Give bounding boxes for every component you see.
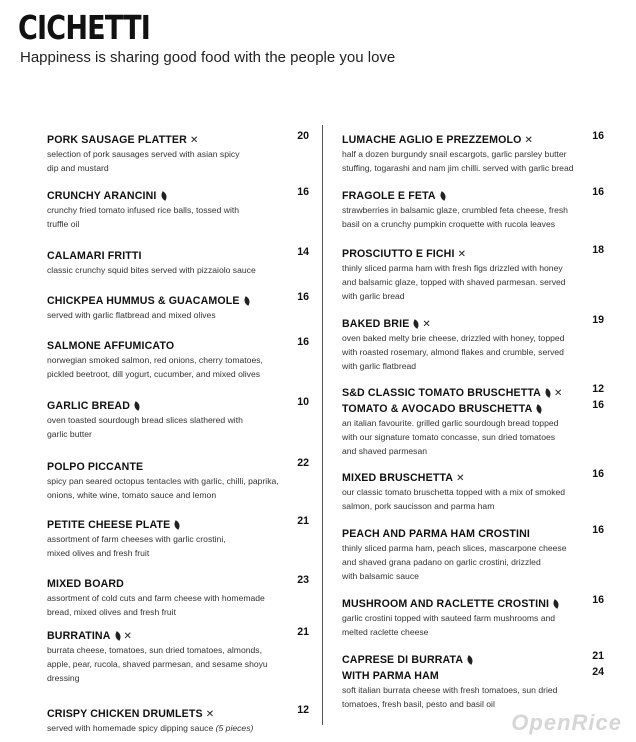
description-line: soft italian burrata cheese with fresh tomatoes, sun dried <box>342 685 558 695</box>
description-line: strawberries in balsamic glaze, crumbled feta cheese, fresh <box>342 205 568 215</box>
menu-item <box>342 186 604 231</box>
menu-item <box>342 314 604 373</box>
menu-item-description <box>342 683 604 711</box>
menu-item-name: CHICKPEA HUMMUS & GUACAMOLE <box>47 295 240 307</box>
menu-item-header <box>342 314 604 330</box>
vegetarian-leaf-icon <box>242 296 250 306</box>
menu-item-price: 16 <box>297 291 309 303</box>
menu-item-description <box>47 308 309 322</box>
menu-item <box>342 383 604 399</box>
menu-item-description <box>47 263 309 277</box>
menu-item <box>47 457 309 502</box>
menu-item-header <box>47 291 309 307</box>
menu-item-description <box>342 485 604 513</box>
description-line: served with garlic flatbread and mixed olives <box>47 310 216 320</box>
menu-item <box>47 291 309 322</box>
menu-item-name: BURRATINA <box>47 630 111 642</box>
menu-item-header <box>47 457 309 473</box>
menu-item-name: LUMACHE AGLIO E PREZZEMOLO <box>342 134 522 146</box>
description-line: assortment of farm cheeses with garlic crostini, <box>47 534 226 544</box>
description-line: crunchy fried tomato infused rice balls, tossed with <box>47 205 240 215</box>
description-line: tomatoes, fresh basil, pesto and basil oil <box>342 699 495 709</box>
menu-item-header <box>342 594 604 610</box>
description-line: oven baked melty brie cheese, drizzled with honey, topped <box>342 333 565 343</box>
menu-item <box>342 130 604 175</box>
portion-note: (5 pieces) <box>215 723 254 733</box>
menu-item <box>47 574 309 619</box>
vegetarian-leaf-icon <box>544 388 552 398</box>
menu-item-name: MIXED BOARD <box>47 578 124 590</box>
menu-item-price: 20 <box>297 130 309 142</box>
description-line: onions, white wine, tomato sauce and lemon <box>47 490 217 500</box>
pork-cross-icon: ✕ <box>422 319 431 330</box>
menu-item-name: BAKED BRIE <box>342 318 410 330</box>
menu-item-description <box>47 643 309 685</box>
menu-item-name: PEACH AND PARMA HAM CROSTINI <box>342 528 531 540</box>
menu-item <box>47 246 309 277</box>
menu-item-header <box>47 574 309 590</box>
description-line: bread, mixed olives and fresh fruit <box>47 607 176 617</box>
description-line: oven toasted sourdough bread slices slathered with <box>47 415 243 425</box>
menu-item-price: 18 <box>592 244 604 256</box>
menu-item-price: 16 <box>592 594 604 606</box>
menu-item <box>47 396 309 441</box>
menu-item <box>47 704 309 735</box>
description-line: stuffing, togarashi and nam jim chilli. served with garlic bread <box>342 163 574 173</box>
menu-item-description <box>47 474 309 502</box>
menu-item-name: SALMONE AFFUMICATO <box>47 340 175 352</box>
description-line: with roasted rosemary, almond flakes and crumble, served <box>342 347 564 357</box>
description-line: dressing <box>47 673 80 683</box>
pork-cross-icon: ✕ <box>205 709 215 720</box>
menu-item-price: 16 <box>297 186 309 198</box>
menu-item-description <box>47 413 309 441</box>
menu-item-price: 16 <box>592 186 604 198</box>
description-line: with our signature tomato concasse, sun dried tomatoes <box>342 432 556 442</box>
menu-item-name: PORK SAUSAGE PLATTER <box>47 134 187 146</box>
menu-item-name: WITH PARMA HAM <box>342 670 439 682</box>
description-line: garlic butter <box>47 429 92 439</box>
description-line: served with homemade spicy dipping sauce (5 pieces) <box>47 723 254 733</box>
menu-item <box>47 626 309 685</box>
menu-item-price: 16 <box>592 130 604 142</box>
menu-item-price: 14 <box>297 246 309 258</box>
vegetarian-leaf-icon <box>173 520 181 530</box>
vegetarian-leaf-icon <box>113 631 121 641</box>
menu-item-name: GARLIC BREAD <box>47 400 131 412</box>
menu-item-name: POLPO PICCANTE <box>47 461 144 473</box>
vegetarian-leaf-icon <box>159 191 167 201</box>
menu-item-price: 12 <box>297 704 309 716</box>
menu-item-name: S&D CLASSIC TOMATO BRUSCHETTA <box>342 387 541 399</box>
menu-item-description <box>47 591 309 619</box>
menu-tagline: Happiness is sharing good food with the people you love <box>20 49 396 66</box>
menu-item-header <box>47 130 309 146</box>
menu-item-header <box>342 399 604 415</box>
menu-item-price: 24 <box>592 666 604 678</box>
menu-item-price: 22 <box>297 457 309 469</box>
menu-item-description <box>342 147 604 175</box>
description-line: selection of pork sausages served with asian spicy <box>47 149 240 159</box>
menu-item-description <box>342 261 604 303</box>
openrice-watermark: OpenRice <box>511 710 622 735</box>
menu-item-price: 10 <box>297 396 309 408</box>
menu-item-header <box>47 515 309 531</box>
menu-item-name: CRUNCHY ARANCINI <box>47 190 157 202</box>
menu-item <box>342 524 604 583</box>
menu-item-price: 16 <box>592 399 604 411</box>
menu-item-name: TOMATO & AVOCADO BRUSCHETTA <box>342 403 533 415</box>
vegetarian-leaf-icon <box>439 191 447 201</box>
menu-item-header <box>342 383 604 399</box>
menu-item-header <box>342 244 604 260</box>
menu-item-header <box>47 704 309 720</box>
menu-item <box>47 336 309 381</box>
vegetarian-leaf-icon <box>412 319 420 329</box>
description-line: our classic tomato bruschetta topped with a mix of smoked <box>342 487 566 497</box>
menu-item-description <box>342 416 604 458</box>
menu-item-name: CAPRESE DI BURRATA <box>342 654 464 666</box>
menu-item-header <box>47 246 309 262</box>
menu-item-price: 12 <box>592 383 604 395</box>
menu-item <box>47 130 309 175</box>
description-line: with balsamic sauce <box>342 571 419 581</box>
menu-item-price: 21 <box>297 626 309 638</box>
description-line: salmon, pork saucisson and parma ham <box>342 501 495 511</box>
menu-item-name: CALAMARI FRITTI <box>47 250 142 262</box>
menu-item-header <box>342 666 604 682</box>
pork-cross-icon: ✕ <box>457 249 466 260</box>
description-line: truffle oil <box>47 219 80 229</box>
menu-item-description <box>47 721 309 735</box>
column-divider <box>322 125 323 725</box>
menu-item-name: MIXED BRUSCHETTA <box>342 472 454 484</box>
menu-item-header <box>47 626 309 642</box>
menu-item-header <box>342 468 604 484</box>
menu-item-name: PETITE CHEESE PLATE <box>47 519 171 531</box>
description-line: pickled beetroot, dill yogurt, cucumber, and mixed olives <box>47 369 261 379</box>
description-line: half a dozen burgundy snail escargots, garlic parsley butter <box>342 149 567 159</box>
menu-item <box>342 666 604 711</box>
menu-item-price: 21 <box>592 650 604 662</box>
menu-item-header <box>342 524 604 540</box>
menu-item-header <box>342 186 604 202</box>
menu-item-description <box>47 147 309 175</box>
description-line: with garlic bread <box>342 291 405 301</box>
pork-cross-icon: ✕ <box>553 388 563 399</box>
menu-item-name: PROSCIUTTO E FICHI <box>342 248 455 260</box>
menu-item-header <box>342 130 604 146</box>
menu-item-description <box>342 203 604 231</box>
menu-item <box>47 515 309 560</box>
menu-item-description <box>342 611 604 639</box>
pork-cross-icon: ✕ <box>524 135 533 146</box>
description-line: classic crunchy squid bites served with pizzaiolo sauce <box>47 265 256 275</box>
menu-item-description <box>47 203 309 231</box>
menu-item-name: FRAGOLE E FETA <box>342 190 436 202</box>
description-line: norwegian smoked salmon, red onions, cherry tomatoes, <box>47 355 263 365</box>
menu-item-description <box>342 541 604 583</box>
description-line: garlic crostini topped with sauteed farm mushrooms and <box>342 613 556 623</box>
vegetarian-leaf-icon <box>466 655 474 665</box>
description-line: and shaved parmesan <box>342 446 428 456</box>
menu-item-price: 16 <box>297 336 309 348</box>
description-line: assortment of cold cuts and farm cheese with homemade <box>47 593 265 603</box>
menu-item <box>342 244 604 303</box>
description-line: an italian favourite. grilled garlic sourdough bread topped <box>342 418 559 428</box>
vegetarian-leaf-icon <box>133 401 141 411</box>
menu-item <box>342 650 604 666</box>
menu-item-header <box>47 396 309 412</box>
pork-cross-icon: ✕ <box>123 631 132 642</box>
description-line: dip and mustard <box>47 163 109 173</box>
menu-item-header <box>47 336 309 352</box>
description-line: burrata cheese, tomatoes, sun dried tomatoes, almonds, <box>47 645 262 655</box>
menu-item-description <box>47 532 309 560</box>
description-line: basil on a crunchy pumpkin croquette with rucola leaves <box>342 219 556 229</box>
menu-item-price: 19 <box>592 314 604 326</box>
menu-item <box>342 399 604 458</box>
description-line: spicy pan seared octopus tentacles with garlic, chilli, paprika, <box>47 476 279 486</box>
menu-title: CICHETTI <box>18 8 150 47</box>
menu-item <box>342 594 604 639</box>
menu-item-price: 16 <box>592 468 604 480</box>
menu-item-price: 23 <box>297 574 309 586</box>
menu-item-name: MUSHROOM AND RACLETTE CROSTINI <box>342 598 550 610</box>
menu-item-description <box>342 331 604 373</box>
description-line: with garlic flatbread <box>342 361 417 371</box>
menu-item-description <box>47 353 309 381</box>
description-line: apple, pear, rucola, shaved parmesan, and sesame shoyu <box>47 659 268 669</box>
description-line: thinly sliced parma ham, peach slices, mascarpone cheese <box>342 543 567 553</box>
vegetarian-leaf-icon <box>535 404 543 414</box>
description-line: thinly sliced parma ham with fresh figs drizzled with honey <box>342 263 563 273</box>
menu-item <box>342 468 604 513</box>
pork-cross-icon: ✕ <box>456 473 465 484</box>
pork-cross-icon: ✕ <box>189 135 199 146</box>
menu-item <box>47 186 309 231</box>
description-line: and shaved grana padano on garlic crostini, drizzled <box>342 557 541 567</box>
menu-item-header <box>47 186 309 202</box>
description-line: and balsamic glaze, topped with shaved parmesan. served <box>342 277 566 287</box>
menu-item-price: 21 <box>297 515 309 527</box>
description-line: mixed olives and fresh fruit <box>47 548 150 558</box>
menu-item-name: CRISPY CHICKEN DRUMLETS <box>47 708 203 720</box>
menu-item-header <box>342 650 604 666</box>
description-line: melted raclette cheese <box>342 627 429 637</box>
menu-item-price: 16 <box>592 524 604 536</box>
vegetarian-leaf-icon <box>552 599 560 609</box>
